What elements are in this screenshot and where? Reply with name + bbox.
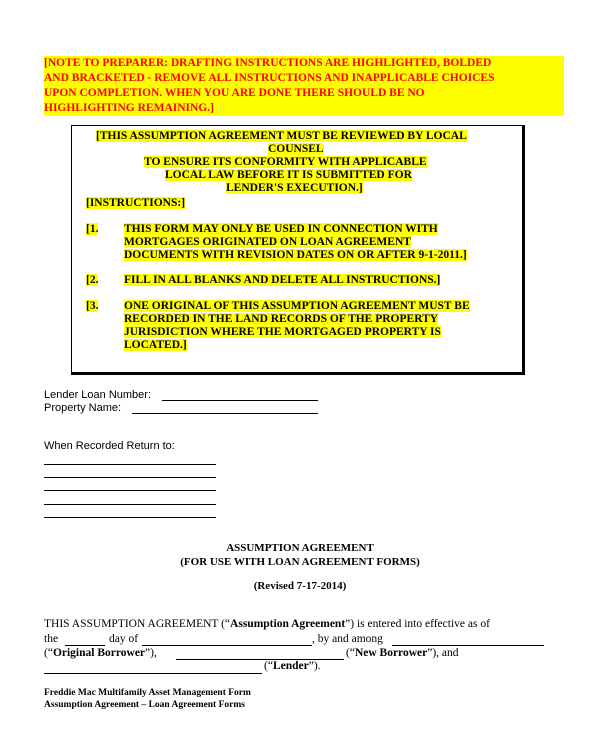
revision-date: (Revised 7-17-2014) <box>253 580 347 592</box>
body-text: day of <box>109 633 139 645</box>
body-text: (“ <box>346 647 355 659</box>
return-to-line[interactable] <box>44 504 216 505</box>
review-line: LENDER'S EXECUTION.] <box>226 182 363 194</box>
body-text: ”) is entered into effective as of <box>345 618 490 630</box>
body-line-4 <box>264 660 321 672</box>
return-to-line[interactable] <box>44 490 216 491</box>
body-text: ”). <box>308 660 321 672</box>
note-line: [NOTE TO PREPARER: DRAFTING INSTRUCTIONS ARE HIGHLIGHTED, BOLDED <box>44 56 564 71</box>
review-line: LOCAL LAW BEFORE IT IS SUBMITTED FOR <box>165 169 412 181</box>
return-to-line[interactable] <box>44 477 216 478</box>
return-to-label: When Recorded Return to: <box>44 440 175 452</box>
instruction-item-1: DOCUMENTS WITH REVISION DATES ON OR AFTER 9-1-2011.] <box>124 249 467 261</box>
instruction-item-3: ONE ORIGINAL OF THIS ASSUMPTION AGREEMENT MUST BE <box>124 300 470 312</box>
property-name-field[interactable] <box>132 413 318 414</box>
defined-term: Original Borrower <box>52 647 146 659</box>
body-text: THIS ASSUMPTION AGREEMENT (“ <box>44 618 231 630</box>
instruction-item-1: MORTGAGES ORIGINATED ON LOAN AGREEMENT <box>124 236 411 248</box>
note-line: HIGHLIGHTING REMAINING.] <box>44 101 564 116</box>
body-text: the <box>44 633 59 645</box>
body-text: (“ <box>44 647 53 659</box>
item-number: [1. <box>86 223 99 235</box>
defined-term: New Borrower <box>354 647 428 659</box>
instruction-item-3: LOCATED.] <box>124 339 187 351</box>
body-text: , by and among <box>312 633 383 645</box>
footer-form-subtitle: Assumption Agreement – Loan Agreement Forms <box>44 700 245 710</box>
loan-number-field[interactable] <box>162 400 318 401</box>
note-line: AND BRACKETED - REMOVE ALL INSTRUCTIONS AND INAPPLICABLE CHOICES <box>44 71 564 86</box>
instruction-item-2: FILL IN ALL BLANKS AND DELETE ALL INSTRUCTIONS.] <box>124 274 441 286</box>
preparer-note <box>44 56 564 116</box>
property-name-label: Property Name: <box>44 402 122 414</box>
loan-number-label: Lender Loan Number: <box>44 389 152 401</box>
lender-name-blank[interactable] <box>44 673 262 674</box>
original-borrower-name-blank[interactable] <box>392 645 544 646</box>
item-number: [3. <box>86 300 99 312</box>
instruction-item-1: THIS FORM MAY ONLY BE USED IN CONNECTION WITH <box>124 223 438 235</box>
review-line: COUNSEL <box>268 143 324 155</box>
body-line-2 <box>44 633 58 645</box>
instructions-heading: [INSTRUCTIONS:] <box>86 197 186 209</box>
defined-term: Assumption Agreement <box>230 618 346 630</box>
instruction-box <box>71 125 525 375</box>
document-subtitle: (FOR USE WITH LOAN AGREEMENT FORMS) <box>180 556 420 568</box>
item-number: [2. <box>86 274 99 286</box>
body-line-1 <box>44 618 490 630</box>
month-year-blank[interactable] <box>142 645 312 646</box>
instruction-item-3: RECORDED IN THE LAND RECORDS OF THE PROPERTY <box>124 313 439 325</box>
day-blank[interactable] <box>65 645 105 646</box>
review-line: [THIS ASSUMPTION AGREEMENT MUST BE REVIEWED BY LOCAL <box>96 130 467 142</box>
return-to-line[interactable] <box>44 464 216 465</box>
return-to-line[interactable] <box>44 517 216 518</box>
instruction-item-3: JURISDICTION WHERE THE MORTGAGED PROPERTY IS <box>124 326 441 338</box>
body-line-3 <box>44 647 157 659</box>
defined-term: Lender <box>272 660 309 672</box>
body-text: (“ <box>264 660 273 672</box>
review-line: TO ENSURE ITS CONFORMITY WITH APPLICABLE <box>144 156 427 168</box>
body-line-3b <box>346 647 459 659</box>
body-text: ”), <box>145 647 157 659</box>
note-line: UPON COMPLETION. WHEN YOU ARE DONE THERE SHOULD BE NO <box>44 86 564 101</box>
footer-form-name: Freddie Mac Multifamily Asset Management Form <box>44 688 251 698</box>
body-text: ”), and <box>427 647 459 659</box>
document-title: ASSUMPTION AGREEMENT <box>226 542 374 554</box>
